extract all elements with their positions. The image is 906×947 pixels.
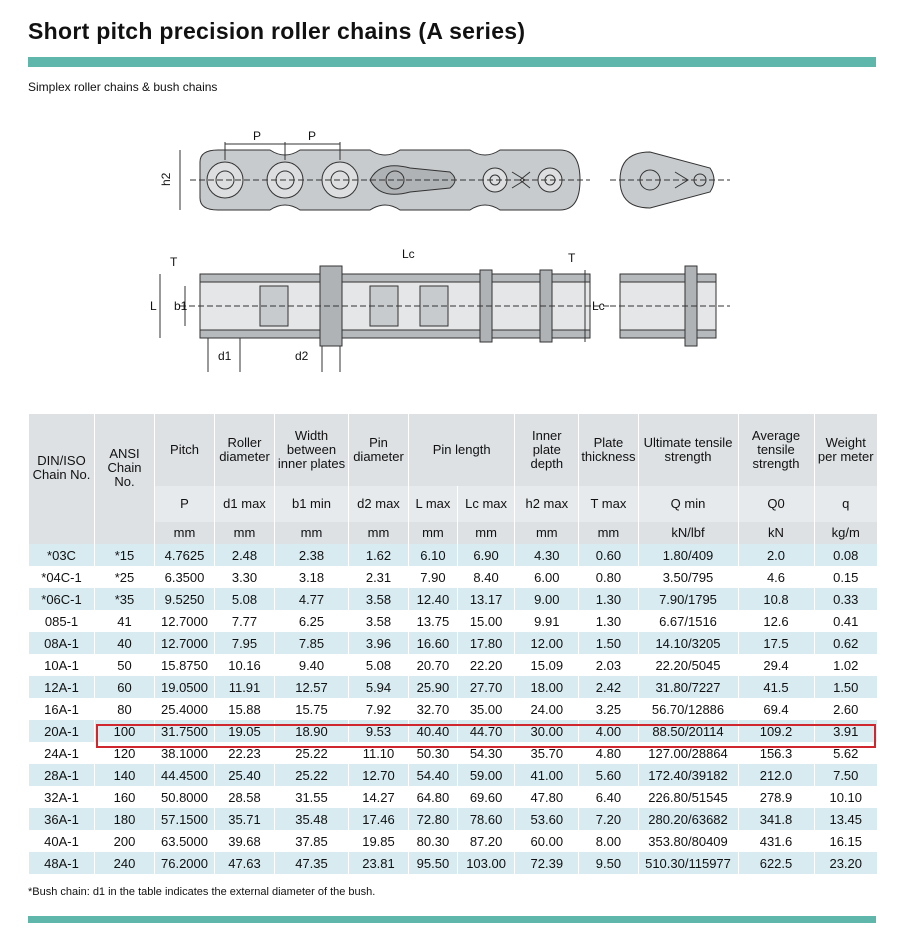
table-cell: 95.50 [409,852,458,874]
table-cell: 10.10 [814,786,877,808]
header-average-strength: Average tensile strength [738,414,814,486]
table-cell: 57.1500 [155,808,215,830]
table-cell: 27.70 [457,676,514,698]
unit-pitch: mm [155,522,215,544]
table-cell: 1.02 [814,654,877,676]
table-cell: 72.39 [515,852,579,874]
table-cell: 4.77 [275,588,349,610]
table-cell: 24A-1 [29,742,95,764]
table-cell: 12.6 [738,610,814,632]
table-cell: 60 [95,676,155,698]
table-cell: 1.80/409 [638,544,738,566]
table-cell: *35 [95,588,155,610]
symbol-pin-diameter: d2 max [349,486,409,522]
d1-label: d1 [218,349,232,363]
table-row [29,720,878,742]
symbol-width: b1 min [275,486,349,522]
table-cell: 7.20 [579,808,638,830]
table-cell: 140 [95,764,155,786]
table-cell: 50.8000 [155,786,215,808]
table-cell: 6.90 [457,544,514,566]
table-cell: *25 [95,566,155,588]
table-cell: 14.10/3205 [638,632,738,654]
table-cell: 3.50/795 [638,566,738,588]
table-cell: 41 [95,610,155,632]
table-cell: 47.63 [215,852,275,874]
table-cell: 16.15 [814,830,877,852]
table-cell: 35.71 [215,808,275,830]
table-cell: 3.91 [814,720,877,742]
table-cell: 12.40 [409,588,458,610]
table-cell: 353.80/80409 [638,830,738,852]
table-cell: 3.25 [579,698,638,720]
table-cell: 9.5250 [155,588,215,610]
table-cell: *03C [29,544,95,566]
table-cell: 100 [95,720,155,742]
table-cell: 103.00 [457,852,514,874]
table-cell: 431.6 [738,830,814,852]
table-cell: 5.60 [579,764,638,786]
table-cell: 8.40 [457,566,514,588]
table-cell: 5.08 [349,654,409,676]
unit-ultimate: kN/lbf [638,522,738,544]
table-cell: 44.4500 [155,764,215,786]
table-row [29,588,878,610]
table-cell: 16.60 [409,632,458,654]
table-cell: 40.40 [409,720,458,742]
table-cell: 9.53 [349,720,409,742]
page-subtitle: Simplex roller chains & bush chains [28,80,218,94]
table-cell: 44.70 [457,720,514,742]
table-cell: 50 [95,654,155,676]
chain-section-view [150,247,610,372]
table-cell: 30.00 [515,720,579,742]
header-plate-thickness: Plate thickness [579,414,638,486]
table-cell: 5.94 [349,676,409,698]
table-cell: 7.90/1795 [638,588,738,610]
table-cell: 109.2 [738,720,814,742]
table-cell: 39.68 [215,830,275,852]
table-cell: 25.4000 [155,698,215,720]
table-cell: 3.18 [275,566,349,588]
table-cell: 0.08 [814,544,877,566]
table-cell: *06C-1 [29,588,95,610]
table-cell: 19.05 [215,720,275,742]
table-cell: 63.5000 [155,830,215,852]
top-accent-bar [28,57,876,67]
table-cell: 180 [95,808,155,830]
l-label: L [150,299,157,313]
table-cell: 54.40 [409,764,458,786]
table-row [29,764,878,786]
header-weight: Weight per meter [814,414,877,486]
chain-diagram [140,120,760,380]
table-cell: 6.3500 [155,566,215,588]
table-cell: 2.42 [579,676,638,698]
header-ultimate-strength: Ultimate tensile strength [638,414,738,486]
table-cell: 80.30 [409,830,458,852]
table-cell: 10.8 [738,588,814,610]
d2-label: d2 [295,349,309,363]
table-cell: 085-1 [29,610,95,632]
table-cell: 6.67/1516 [638,610,738,632]
lc-label-side: Lc [592,299,605,313]
table-cell: 08A-1 [29,632,95,654]
table-cell: 59.00 [457,764,514,786]
chain-end-section [610,266,730,346]
table-cell: 53.60 [515,808,579,830]
table-row [29,610,878,632]
table-cell: 13.45 [814,808,877,830]
table-cell: 87.20 [457,830,514,852]
symbol-pin-length-l: L max [409,486,458,522]
table-cell: 1.30 [579,588,638,610]
table-row [29,808,878,830]
t-label-right: T [568,251,576,265]
header-width: Width between inner plates [275,414,349,486]
table-cell: 64.80 [409,786,458,808]
table-cell: 17.5 [738,632,814,654]
table-cell: 9.40 [275,654,349,676]
symbol-pin-length-lc: Lc max [457,486,514,522]
pitch-label-1: P [253,129,262,143]
table-cell: 60.00 [515,830,579,852]
header-ansi: ANSI Chain No. [95,414,155,522]
table-cell: 31.7500 [155,720,215,742]
table-cell: 4.30 [515,544,579,566]
pitch-label-2: P [308,129,317,143]
specification-table [28,414,877,874]
header-din: DIN/ISO Chain No. [29,414,95,522]
table-cell: 7.50 [814,764,877,786]
symbol-roller: d1 max [215,486,275,522]
table-cell: 4.00 [579,720,638,742]
table-cell: 20.70 [409,654,458,676]
table-cell: 69.4 [738,698,814,720]
table-cell: 41.00 [515,764,579,786]
header-pin-diameter: Pin diameter [349,414,409,486]
chain-end-view [610,152,730,208]
chain-side-view [159,129,590,210]
table-cell: 3.58 [349,588,409,610]
table-cell: 7.95 [215,632,275,654]
header-pin-length: Pin length [409,414,515,486]
symbol-weight: q [814,486,877,522]
table-cell: 16A-1 [29,698,95,720]
unit-roller: mm [215,522,275,544]
unit-pin-diameter: mm [349,522,409,544]
table-cell: 19.0500 [155,676,215,698]
table-cell: 18.90 [275,720,349,742]
table-cell: 54.30 [457,742,514,764]
table-cell: 35.70 [515,742,579,764]
table-cell: 47.80 [515,786,579,808]
table-cell: 13.17 [457,588,514,610]
symbol-average: Q0 [738,486,814,522]
table-cell: 10A-1 [29,654,95,676]
table-cell: 8.00 [579,830,638,852]
table-cell: 32A-1 [29,786,95,808]
table-cell: 50.30 [409,742,458,764]
unit-weight: kg/m [814,522,877,544]
table-row [29,566,878,588]
table-row [29,786,878,808]
table-cell: 4.80 [579,742,638,764]
table-cell: 11.91 [215,676,275,698]
bottom-accent-bar [28,916,876,923]
table-cell: 17.80 [457,632,514,654]
unit-blank-ansi [95,522,155,544]
table-row [29,742,878,764]
table-cell: 17.46 [349,808,409,830]
table-cell: 41.5 [738,676,814,698]
table-cell: 4.7625 [155,544,215,566]
unit-average: kN [738,522,814,544]
table-cell: 7.77 [215,610,275,632]
table-cell: 7.90 [409,566,458,588]
table-cell: 22.20 [457,654,514,676]
table-cell: 36A-1 [29,808,95,830]
table-cell: 5.62 [814,742,877,764]
h2-label: h2 [159,172,173,186]
table-cell: 28A-1 [29,764,95,786]
table-cell: 6.00 [515,566,579,588]
table-cell: 2.0 [738,544,814,566]
table-cell: 2.31 [349,566,409,588]
unit-inner-depth: mm [515,522,579,544]
table-cell: 25.40 [215,764,275,786]
unit-thickness: mm [579,522,638,544]
table-cell: 69.60 [457,786,514,808]
table-cell: 172.40/39182 [638,764,738,786]
table-cell: 10.16 [215,654,275,676]
table-cell: 7.92 [349,698,409,720]
footnote: *Bush chain: d1 in the table indicates the external diameter of the bush. [28,886,376,898]
table-cell: 22.23 [215,742,275,764]
table-cell: 56.70/12886 [638,698,738,720]
header-inner-plate-depth: Inner plate depth [515,414,579,486]
table-cell: 12.7000 [155,610,215,632]
table-cell: 12A-1 [29,676,95,698]
table-cell: 15.09 [515,654,579,676]
table-cell: 1.62 [349,544,409,566]
unit-blank-din [29,522,95,544]
table-cell: 12.00 [515,632,579,654]
table-cell: 35.48 [275,808,349,830]
table-cell: 40 [95,632,155,654]
table-cell: 6.40 [579,786,638,808]
table-cell: 19.85 [349,830,409,852]
table-cell: 1.50 [814,676,877,698]
table-cell: 23.81 [349,852,409,874]
table-cell: 22.20/5045 [638,654,738,676]
table-cell: 2.38 [275,544,349,566]
table-cell: 0.80 [579,566,638,588]
table-cell: 40A-1 [29,830,95,852]
unit-pin-length-l: mm [409,522,458,544]
table-cell: 80 [95,698,155,720]
table-cell: 47.35 [275,852,349,874]
table-cell: 12.70 [349,764,409,786]
table-cell: 25.22 [275,764,349,786]
table-cell: 12.7000 [155,632,215,654]
b1-label: b1 [174,299,188,313]
table-cell: 28.58 [215,786,275,808]
page-title: Short pitch precision roller chains (A series) [28,18,526,44]
table-cell: 0.60 [579,544,638,566]
table-cell: 5.08 [215,588,275,610]
table-cell: 12.57 [275,676,349,698]
table-cell: 25.22 [275,742,349,764]
table-cell: 23.20 [814,852,877,874]
table-cell: 35.00 [457,698,514,720]
table-cell: 127.00/28864 [638,742,738,764]
table-cell: 4.6 [738,566,814,588]
table-cell: 156.3 [738,742,814,764]
table-cell: 3.30 [215,566,275,588]
specification-table-body [29,544,878,874]
table-cell: 240 [95,852,155,874]
table-cell: 32.70 [409,698,458,720]
table-cell: 622.5 [738,852,814,874]
table-cell: 18.00 [515,676,579,698]
unit-width: mm [275,522,349,544]
table-cell: 278.9 [738,786,814,808]
table-cell: 14.27 [349,786,409,808]
table-cell: 9.50 [579,852,638,874]
table-cell: 3.58 [349,610,409,632]
table-cell: *04C-1 [29,566,95,588]
table-cell: 510.30/115977 [638,852,738,874]
table-cell: 226.80/51545 [638,786,738,808]
table-cell: 20A-1 [29,720,95,742]
table-cell: 6.25 [275,610,349,632]
table-cell: 9.91 [515,610,579,632]
table-cell: 2.03 [579,654,638,676]
table-cell: 120 [95,742,155,764]
header-roller: Roller diameter [215,414,275,486]
table-cell: 1.30 [579,610,638,632]
table-cell: 2.48 [215,544,275,566]
table-row [29,654,878,676]
table-cell: 160 [95,786,155,808]
table-cell: 7.85 [275,632,349,654]
table-cell: 0.41 [814,610,877,632]
table-cell: 6.10 [409,544,458,566]
symbol-pitch: P [155,486,215,522]
table-row [29,698,878,720]
table-row [29,852,878,874]
table-cell: 0.33 [814,588,877,610]
table-row [29,676,878,698]
table-cell: 88.50/20114 [638,720,738,742]
table-cell: *15 [95,544,155,566]
table-cell: 13.75 [409,610,458,632]
table-cell: 31.55 [275,786,349,808]
table-row [29,632,878,654]
table-cell: 38.1000 [155,742,215,764]
table-cell: 0.15 [814,566,877,588]
table-cell: 11.10 [349,742,409,764]
table-cell: 1.50 [579,632,638,654]
table-cell: 3.96 [349,632,409,654]
lc-label-top: Lc [402,247,415,261]
symbol-inner-depth: h2 max [515,486,579,522]
unit-pin-length-lc: mm [457,522,514,544]
symbol-ultimate: Q min [638,486,738,522]
table-cell: 76.2000 [155,852,215,874]
table-cell: 15.75 [275,698,349,720]
table-cell: 29.4 [738,654,814,676]
table-cell: 25.90 [409,676,458,698]
table-cell: 31.80/7227 [638,676,738,698]
symbol-thickness: T max [579,486,638,522]
table-cell: 15.88 [215,698,275,720]
table-row [29,830,878,852]
table-cell: 15.00 [457,610,514,632]
table-cell: 24.00 [515,698,579,720]
table-row [29,544,878,566]
table-cell: 212.0 [738,764,814,786]
header-pitch: Pitch [155,414,215,486]
table-cell: 280.20/63682 [638,808,738,830]
table-cell: 48A-1 [29,852,95,874]
table-cell: 15.8750 [155,654,215,676]
table-cell: 78.60 [457,808,514,830]
table-cell: 9.00 [515,588,579,610]
table-cell: 2.60 [814,698,877,720]
table-cell: 37.85 [275,830,349,852]
table-cell: 200 [95,830,155,852]
t-label-left: T [170,255,178,269]
table-cell: 0.62 [814,632,877,654]
table-cell: 72.80 [409,808,458,830]
table-cell: 341.8 [738,808,814,830]
